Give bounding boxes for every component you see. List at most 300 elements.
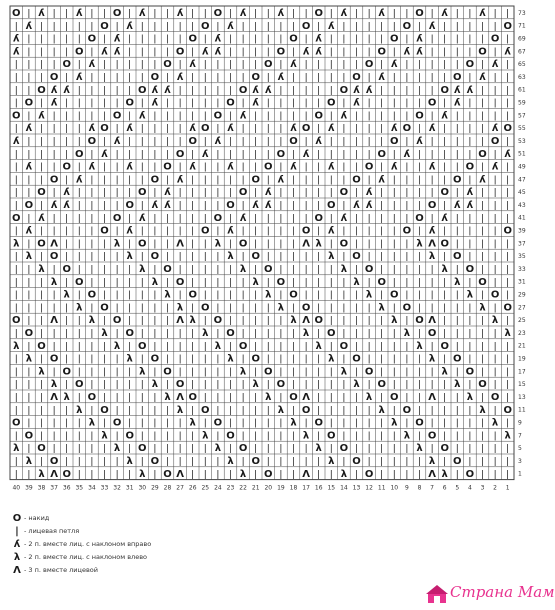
stitch-k2tog_r-icon: λ — [139, 264, 146, 275]
stitch-k-icon: | — [140, 329, 144, 339]
stitch-k-icon: | — [228, 111, 233, 122]
stitch-k-icon: | — [153, 367, 157, 378]
stitch-k-icon: | — [392, 9, 396, 19]
stitch-k2tog_l-icon: ʎ — [139, 110, 146, 122]
stitch-k-icon: | — [266, 124, 270, 135]
stitch-k-icon: | — [443, 303, 447, 314]
stitch-k-icon: | — [165, 175, 170, 186]
stitch-k-icon: | — [417, 252, 422, 263]
stitch-k2tog_r-icon: λ — [189, 315, 196, 327]
k2tog-left-icon: λ — [13, 552, 21, 563]
stitch-yo-icon: O — [24, 97, 34, 109]
stitch-k-icon: | — [228, 444, 233, 455]
stitch-k2tog_r-icon: λ — [214, 443, 222, 455]
stitch-k-icon: | — [380, 137, 384, 147]
stitch-k-icon: | — [506, 9, 510, 19]
stitch-k-icon: | — [455, 213, 459, 224]
stitch-k2tog_r-icon: λ — [50, 379, 58, 391]
stitch-k-icon: | — [304, 137, 308, 147]
stitch-yo-icon: O — [503, 302, 512, 314]
stitch-k2tog_l-icon: ʎ — [214, 46, 222, 58]
stitch-k-icon: | — [228, 393, 233, 403]
stitch-k-icon: | — [228, 418, 233, 429]
stitch-k-icon: | — [254, 137, 258, 147]
column-label: 21 — [251, 484, 260, 492]
stitch-k-icon: | — [140, 393, 144, 403]
stitch-k-icon: | — [178, 201, 182, 211]
stitch-k-icon: | — [506, 73, 510, 83]
stitch-k-icon: | — [279, 21, 283, 32]
stitch-yo-icon: O — [138, 84, 147, 96]
stitch-k-icon: | — [405, 252, 409, 263]
stitch-yo-icon: O — [87, 136, 97, 147]
stitch-k-icon: | — [241, 124, 245, 135]
stitch-k-icon: | — [430, 149, 434, 160]
stitch-k-icon: | — [455, 265, 459, 275]
stitch-k2tog_r-icon: λ — [378, 404, 385, 416]
stitch-k-icon: | — [493, 98, 497, 109]
stitch-yo-icon: O — [264, 59, 273, 71]
stitch-k-icon: | — [405, 469, 409, 480]
stitch-k-icon: | — [203, 111, 207, 122]
stitch-k-icon: | — [291, 98, 296, 109]
stitch-k-icon: | — [468, 252, 472, 263]
column-label: 32 — [113, 484, 121, 492]
stitch-k-icon: | — [455, 9, 459, 19]
stitch-yo-icon: O — [301, 123, 311, 135]
stitch-k-icon: | — [468, 124, 472, 135]
stitch-k2tog_l-icon: ʎ — [340, 110, 348, 122]
stitch-k-icon: | — [304, 290, 308, 301]
stitch-k-icon: | — [140, 162, 144, 173]
stitch-k-icon: | — [128, 367, 132, 378]
stitch-k-icon: | — [216, 469, 220, 480]
stitch-k-icon: | — [77, 469, 81, 480]
row-label: 33 — [518, 265, 526, 273]
stitch-k2tog_l-icon: ʎ — [353, 200, 360, 211]
stitch-k-icon: | — [216, 367, 220, 378]
stitch-yo-icon: O — [49, 251, 59, 263]
stitch-k-icon: | — [266, 137, 270, 147]
stitch-k-icon: | — [380, 469, 384, 480]
stitch-k2tog_l-icon: ʎ — [76, 72, 83, 83]
stitch-k-icon: | — [203, 469, 207, 480]
stitch-k-icon: | — [216, 162, 220, 173]
stitch-k-icon: | — [90, 188, 94, 199]
stitch-k2tog_l-icon: ʎ — [315, 33, 322, 45]
stitch-k2tog_r-icon: λ — [491, 315, 499, 327]
stitch-k-icon: | — [165, 111, 170, 122]
stitch-k-icon: | — [468, 98, 472, 109]
stitch-yo-icon: O — [465, 161, 475, 173]
stitch-k-icon: | — [367, 137, 371, 147]
stitch-k2tog_r-icon: λ — [479, 302, 486, 314]
stitch-yo-icon: O — [62, 468, 71, 480]
stitch-k-icon: | — [317, 98, 321, 109]
stitch-k-icon: | — [77, 329, 81, 339]
stitch-k-icon: | — [241, 418, 245, 429]
stitch-k-icon: | — [90, 47, 94, 58]
stitch-k-icon: | — [493, 341, 497, 352]
stitch-k-icon: | — [367, 34, 371, 45]
stitch-yo-icon: O — [75, 46, 84, 58]
stitch-yo-icon: O — [150, 174, 160, 186]
stitch-k-icon: | — [203, 457, 207, 467]
stitch-k2tog_l-icon: ʎ — [290, 123, 297, 135]
stitch-k-icon: | — [417, 98, 422, 109]
stitch-k2tog_l-icon: ʎ — [265, 84, 272, 96]
stitch-k-icon: | — [228, 367, 233, 378]
stitch-k2tog_l-icon: ʎ — [315, 46, 322, 58]
stitch-k-icon: | — [165, 252, 170, 263]
stitch-k3tog-icon: Λ — [428, 315, 436, 327]
stitch-k-icon: | — [367, 303, 371, 314]
stitch-k2tog_r-icon: λ — [227, 456, 234, 467]
stitch-k-icon: | — [39, 354, 44, 365]
stitch-k2tog_r-icon: λ — [126, 353, 133, 365]
stitch-k-icon: | — [392, 380, 396, 391]
stitch-k2tog_l-icon: ʎ — [328, 123, 335, 135]
stitch-k-icon: | — [480, 457, 485, 467]
stitch-yo-icon: O — [465, 59, 475, 71]
stitch-k-icon: | — [241, 316, 245, 327]
stitch-k-icon: | — [493, 277, 497, 288]
stitch-k-icon: | — [380, 431, 384, 442]
stitch-k2tog_l-icon: ʎ — [88, 161, 96, 173]
stitch-k2tog_l-icon: ʎ — [38, 212, 45, 224]
stitch-k-icon: | — [102, 277, 107, 288]
stitch-k-icon: | — [241, 137, 245, 147]
stitch-k-icon: | — [115, 73, 119, 83]
stitch-k2tog_r-icon: λ — [252, 276, 259, 288]
stitch-k2tog_l-icon: ʎ — [227, 225, 234, 237]
stitch-yo-icon: O — [415, 212, 424, 224]
stitch-k-icon: | — [65, 239, 69, 250]
stitch-yo-icon: O — [213, 212, 223, 224]
stitch-k2tog_r-icon: λ — [239, 366, 247, 378]
column-label: 26 — [188, 484, 197, 492]
stitch-k-icon: | — [291, 252, 296, 263]
stitch-k-icon: | — [430, 444, 434, 455]
stitch-k-icon: | — [191, 469, 195, 480]
stitch-k-icon: | — [367, 444, 371, 455]
stitch-k-icon: | — [39, 124, 44, 135]
stitch-k-icon: | — [342, 21, 346, 32]
chart-legend — [10, 512, 430, 577]
stitch-k-icon: | — [380, 252, 384, 263]
stitch-k2tog_l-icon: ʎ — [50, 84, 58, 96]
stitch-k-icon: | — [216, 277, 220, 288]
stitch-k-icon: | — [153, 265, 157, 275]
stitch-k-icon: | — [405, 9, 409, 19]
stitch-k-icon: | — [90, 341, 94, 352]
stitch-k-icon: | — [165, 457, 170, 467]
stitch-k-icon: | — [241, 226, 245, 237]
stitch-k-icon: | — [39, 431, 44, 442]
row-label: 63 — [518, 73, 526, 81]
stitch-k-icon: | — [493, 213, 497, 224]
stitch-k-icon: | — [455, 341, 459, 352]
stitch-k-icon: | — [480, 226, 485, 237]
stitch-k2tog_l-icon: ʎ — [126, 225, 133, 237]
stitch-yo-icon: O — [490, 392, 500, 403]
stitch-yo-icon: O — [163, 161, 172, 173]
stitch-k-icon: | — [102, 316, 107, 327]
stitch-k2tog_r-icon: λ — [391, 315, 398, 327]
stitch-k-icon: | — [165, 149, 170, 160]
stitch-yo-icon: O — [478, 379, 487, 391]
stitch-k-icon: | — [480, 329, 485, 339]
stitch-k-icon: | — [216, 431, 220, 442]
stitch-k-icon: | — [506, 98, 510, 109]
column-label: 29 — [151, 484, 159, 492]
stitch-k-icon: | — [191, 265, 195, 275]
stitch-yo-icon: O — [150, 251, 160, 263]
stitch-k-icon: | — [291, 21, 296, 32]
stitch-k-icon: | — [392, 226, 396, 237]
stitch-yo-icon: O — [24, 430, 34, 442]
knitting-chart — [8, 4, 528, 494]
stitch-k-icon: | — [90, 73, 94, 83]
stitch-k-icon: | — [317, 457, 321, 467]
stitch-k2tog_r-icon: λ — [13, 340, 20, 352]
stitch-k-icon: | — [506, 213, 510, 224]
stitch-k-icon: | — [493, 469, 497, 480]
stitch-k-icon: | — [191, 457, 195, 467]
stitch-k-icon: | — [90, 380, 94, 391]
stitch-k-icon: | — [27, 303, 31, 314]
stitch-k-icon: | — [165, 137, 170, 147]
stitch-yo-icon: O — [453, 251, 462, 263]
stitch-k-icon: | — [77, 162, 81, 173]
stitch-k-icon: | — [102, 265, 107, 275]
stitch-yo-icon: O — [390, 136, 399, 147]
stitch-yo-icon: O — [503, 404, 512, 416]
stitch-k-icon: | — [140, 380, 144, 391]
stitch-k-icon: | — [354, 213, 359, 224]
stitch-k-icon: | — [380, 329, 384, 339]
stitch-k-icon: | — [392, 431, 396, 442]
stitch-k2tog_l-icon: ʎ — [38, 8, 45, 19]
stitch-k-icon: | — [102, 290, 107, 301]
stitch-k-icon: | — [417, 265, 422, 275]
stitch-k2tog_l-icon: ʎ — [491, 123, 499, 135]
stitch-k-icon: | — [128, 341, 132, 352]
stitch-k-icon: | — [455, 60, 459, 71]
stitch-k2tog_l-icon: ʎ — [227, 123, 234, 135]
stitch-k-icon: | — [14, 457, 18, 467]
stitch-k-icon: | — [102, 457, 107, 467]
stitch-yo-icon: O — [339, 443, 349, 455]
knit-stitch-icon: | — [15, 526, 19, 537]
stitch-k-icon: | — [65, 303, 69, 314]
stitch-k-icon: | — [165, 277, 170, 288]
stitch-k-icon: | — [140, 316, 144, 327]
stitch-yo-icon: O — [465, 264, 475, 275]
stitch-k-icon: | — [115, 469, 119, 480]
stitch-k-icon: | — [128, 277, 132, 288]
stitch-yo-icon: O — [12, 110, 21, 122]
stitch-k-icon: | — [329, 9, 333, 19]
stitch-k2tog_r-icon: λ — [76, 404, 83, 416]
row-label: 43 — [518, 201, 526, 209]
stitch-k-icon: | — [317, 265, 321, 275]
stitch-k-icon: | — [65, 316, 69, 327]
stitch-k-icon: | — [506, 418, 510, 429]
stitch-k-icon: | — [329, 380, 333, 391]
stitch-k2tog_l-icon: ʎ — [63, 200, 70, 211]
stitch-k-icon: | — [354, 9, 359, 19]
stitch-k2tog_l-icon: ʎ — [277, 72, 285, 83]
stitch-k2tog_l-icon: ʎ — [441, 110, 448, 122]
stitch-k-icon: | — [52, 137, 56, 147]
stitch-k-icon: | — [77, 213, 81, 224]
stitch-k-icon: | — [39, 60, 44, 71]
stitch-yo-icon: O — [49, 174, 59, 186]
stitch-yo-icon: O — [301, 225, 311, 237]
stitch-k-icon: | — [506, 239, 510, 250]
stitch-k-icon: | — [52, 34, 56, 45]
stitch-k-icon: | — [443, 393, 447, 403]
stitch-k-icon: | — [405, 290, 409, 301]
column-label: 3 — [480, 484, 485, 492]
stitch-k-icon: | — [77, 239, 81, 250]
stitch-k-icon: | — [115, 367, 119, 378]
stitch-k3tog-icon: Λ — [176, 392, 184, 403]
stitch-k-icon: | — [228, 188, 233, 199]
stitch-yo-icon: O — [12, 315, 21, 327]
stitch-yo-icon: O — [163, 264, 172, 275]
stitch-k-icon: | — [329, 290, 333, 301]
stitch-k-icon: | — [304, 175, 308, 186]
stitch-yo-icon: O — [364, 161, 374, 173]
stitch-yo-icon: O — [12, 417, 21, 429]
stitch-k-icon: | — [27, 444, 31, 455]
stitch-k-icon: | — [165, 124, 170, 135]
logo-mark-icon — [426, 584, 450, 604]
stitch-k2tog_r-icon: λ — [214, 238, 222, 250]
stitch-k-icon: | — [455, 149, 459, 160]
stitch-k-icon: | — [153, 111, 157, 122]
stitch-k2tog_r-icon: λ — [176, 302, 184, 314]
stitch-k-icon: | — [279, 239, 283, 250]
stitch-k2tog_l-icon: ʎ — [454, 97, 461, 109]
stitch-k-icon: | — [455, 137, 459, 147]
stitch-k-icon: | — [480, 469, 485, 480]
stitch-k-icon: | — [291, 457, 296, 467]
stitch-k-icon: | — [480, 137, 485, 147]
stitch-k-icon: | — [254, 60, 258, 71]
stitch-k-icon: | — [165, 341, 170, 352]
stitch-k-icon: | — [102, 380, 107, 391]
stitch-k-icon: | — [39, 162, 44, 173]
stitch-k-icon: | — [254, 9, 258, 19]
stitch-k-icon: | — [203, 98, 207, 109]
stitch-k-icon: | — [216, 226, 220, 237]
stitch-k-icon: | — [115, 188, 119, 199]
stitch-k-icon: | — [14, 226, 18, 237]
stitch-k2tog_r-icon: λ — [353, 379, 360, 391]
stitch-k-icon: | — [178, 367, 182, 378]
stitch-yo-icon: O — [276, 379, 286, 391]
stitch-yo-icon: O — [339, 238, 349, 250]
stitch-k-icon: | — [65, 226, 69, 237]
stitch-yo-icon: O — [87, 392, 97, 403]
stitch-yo-icon: O — [75, 379, 84, 391]
stitch-k-icon: | — [153, 393, 157, 403]
stitch-k2tog_r-icon: λ — [290, 315, 297, 327]
stitch-yo-icon: O — [138, 238, 147, 250]
stitch-k-icon: | — [392, 405, 396, 416]
stitch-k-icon: | — [430, 290, 434, 301]
stitch-k-icon: | — [102, 469, 107, 480]
stitch-k-icon: | — [506, 188, 510, 199]
stitch-k-icon: | — [90, 252, 94, 263]
stitch-k-icon: | — [39, 137, 44, 147]
stitch-k-icon: | — [304, 111, 308, 122]
stitch-k-icon: | — [443, 380, 447, 391]
stitch-k2tog_l-icon: ʎ — [88, 59, 96, 71]
stitch-k-icon: | — [266, 444, 270, 455]
stitch-k2tog_r-icon: λ — [151, 276, 159, 288]
stitch-yo-icon: O — [490, 33, 500, 45]
stitch-k2tog_l-icon: ʎ — [328, 225, 335, 237]
stitch-k-icon: | — [506, 367, 510, 378]
stitch-k-icon: | — [178, 213, 182, 224]
stitch-k-icon: | — [380, 418, 384, 429]
stitch-k-icon: | — [354, 149, 359, 160]
stitch-k-icon: | — [506, 252, 510, 263]
stitch-k-icon: | — [77, 137, 81, 147]
stitch-k2tog_l-icon: ʎ — [466, 200, 474, 211]
stitch-k-icon: | — [443, 316, 447, 327]
stitch-k-icon: | — [506, 393, 510, 403]
stitch-yo-icon: O — [150, 72, 160, 83]
stitch-k-icon: | — [128, 111, 132, 122]
stitch-k-icon: | — [430, 380, 434, 391]
stitch-k-icon: | — [228, 137, 233, 147]
stitch-k-icon: | — [140, 21, 144, 32]
legend-item-k2tog-right — [10, 538, 430, 551]
stitch-k-icon: | — [77, 431, 81, 442]
stitch-yo-icon: O — [453, 72, 462, 83]
stitch-k2tog_r-icon: λ — [315, 238, 322, 250]
stitch-k-icon: | — [266, 303, 270, 314]
stitch-k-icon: | — [354, 162, 359, 173]
stitch-k-icon: | — [191, 239, 195, 250]
stitch-k-icon: | — [27, 367, 31, 378]
stitch-k-icon: | — [493, 431, 497, 442]
row-label: 45 — [518, 189, 526, 197]
stitch-k-icon: | — [291, 175, 296, 186]
stitch-k-icon: | — [317, 252, 321, 263]
stitch-k-icon: | — [380, 265, 384, 275]
stitch-k2tog_r-icon: λ — [416, 238, 423, 250]
stitch-k-icon: | — [291, 277, 296, 288]
stitch-yo-icon: O — [415, 315, 424, 327]
stitch-k-icon: | — [216, 124, 220, 135]
stitch-k-icon: | — [128, 290, 132, 301]
stitch-k2tog_r-icon: λ — [214, 340, 222, 352]
stitch-k-icon: | — [417, 290, 422, 301]
stitch-k-icon: | — [228, 9, 233, 19]
stitch-k-icon: | — [342, 124, 346, 135]
stitch-k-icon: | — [342, 47, 346, 58]
stitch-k-icon: | — [367, 124, 371, 135]
stitch-k-icon: | — [480, 367, 485, 378]
stitch-k-icon: | — [228, 149, 233, 160]
stitch-yo-icon: O — [364, 366, 374, 378]
